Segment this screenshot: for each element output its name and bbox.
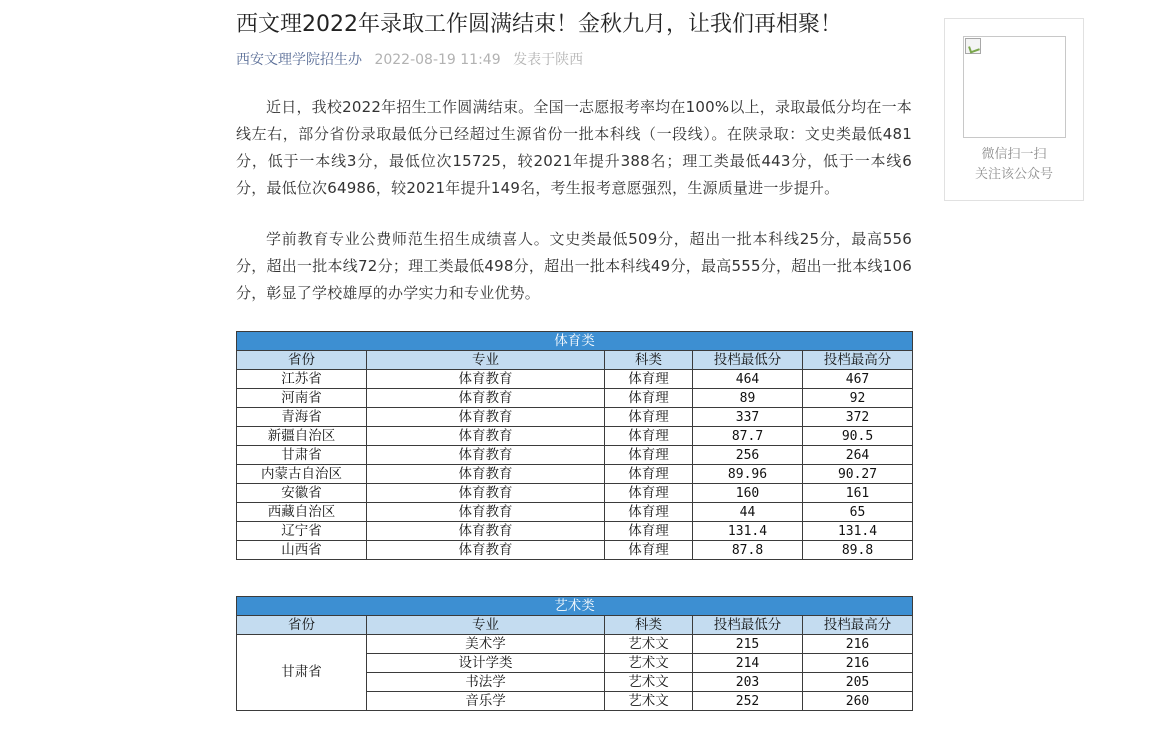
cell-major: 书法学 [367,673,605,692]
cell-category: 艺术文 [605,692,693,711]
cell-min-score: 252 [693,692,803,711]
cell-min-score: 464 [693,370,803,389]
cell-province: 辽宁省 [237,522,367,541]
qr-line-1: 微信扫一扫 [981,147,1047,162]
cell-category: 体育理 [605,484,693,503]
cell-min-score: 87.7 [693,427,803,446]
cell-min-score: 203 [693,673,803,692]
cell-category: 体育理 [605,427,693,446]
cell-major: 体育教育 [367,541,605,560]
cell-max-score: 260 [803,692,913,711]
table-row [237,635,913,654]
paragraph-1: 近日，我校2022年招生工作圆满结束。全国一志愿报考率均在100%以上，录取最低分均在一本线左右，部分省份录取最低分已经超过生源省份一批本科线（一段线）。在陕录取：文史类最低481分，低于一本线3分，最低位次15725，较2021年提升388名；理工类最低443分，低于一本线6分，最低位次64986，较2021年提升149名，考生报考意愿强烈，生源质量进一步提升。 [236,98,912,197]
cell-province: 安徽省 [237,484,367,503]
cell-major: 体育教育 [367,465,605,484]
header-major: 专业 [367,351,605,370]
cell-major: 音乐学 [367,692,605,711]
header-province: 省份 [237,616,367,635]
table-row [237,389,913,408]
article-title: 西文理2022年录取工作圆满结束！金秋九月，让我们再相聚！ [236,12,842,37]
arts-table-header [237,616,913,635]
table-row [237,446,913,465]
cell-province: 内蒙古自治区 [237,465,367,484]
article [236,0,912,711]
qr-caption [945,145,1083,185]
cell-major: 体育教育 [367,370,605,389]
cell-min-score: 214 [693,654,803,673]
publish-date: 2022-08-19 11:49 [374,52,501,68]
cell-category: 体育理 [605,522,693,541]
cell-major: 体育教育 [367,427,605,446]
cell-category: 体育理 [605,389,693,408]
article-meta [236,50,912,70]
header-category: 科类 [605,616,693,635]
cell-major: 美术学 [367,635,605,654]
cell-province: 青海省 [237,408,367,427]
header-min-score: 投档最低分 [693,616,803,635]
cell-max-score: 372 [803,408,913,427]
cell-max-score: 65 [803,503,913,522]
cell-province: 西藏自治区 [237,503,367,522]
cell-category: 体育理 [605,408,693,427]
cell-province: 甘肃省 [237,446,367,465]
publish-location: 发表于陕西 [513,52,584,68]
table-row [237,522,913,541]
qr-line-2: 关注该公众号 [974,167,1053,182]
cell-major: 体育教育 [367,484,605,503]
cell-category: 体育理 [605,370,693,389]
table-row [237,427,913,446]
cell-max-score: 89.8 [803,541,913,560]
header-min-score: 投档最低分 [693,351,803,370]
cell-min-score: 160 [693,484,803,503]
cell-category: 艺术文 [605,654,693,673]
header-max-score: 投档最高分 [803,616,913,635]
cell-category: 艺术文 [605,673,693,692]
cell-max-score: 131.4 [803,522,913,541]
cell-category: 体育理 [605,446,693,465]
header-category: 科类 [605,351,693,370]
table-row [237,503,913,522]
cell-category: 艺术文 [605,635,693,654]
cell-max-score: 92 [803,389,913,408]
cell-category: 体育理 [605,503,693,522]
cell-major: 体育教育 [367,503,605,522]
cell-max-score: 264 [803,446,913,465]
cell-province: 山西省 [237,541,367,560]
cell-max-score: 90.27 [803,465,913,484]
cell-max-score: 216 [803,654,913,673]
table-row [237,484,913,503]
sports-table-header [237,351,913,370]
cell-major: 体育教育 [367,446,605,465]
cell-max-score: 90.5 [803,427,913,446]
header-max-score: 投档最高分 [803,351,913,370]
cell-category: 体育理 [605,465,693,484]
sports-table-caption: 体育类 [237,332,913,351]
cell-max-score: 161 [803,484,913,503]
paragraph-2: 学前教育专业公费师范生招生成绩喜人。文史类最低509分，超出一批本科线25分，最高556分，超出一批本线72分；理工类最低498分，超出一批本科线49分，最高555分，超出一批本线106分，彰显了学校雄厚的办学实力和专业优势。 [236,230,912,302]
cell-province: 甘肃省 [237,635,367,711]
cell-min-score: 215 [693,635,803,654]
cell-province: 新疆自治区 [237,427,367,446]
header-major: 专业 [367,616,605,635]
table-row [237,541,913,560]
cell-min-score: 44 [693,503,803,522]
cell-max-score: 467 [803,370,913,389]
cell-major: 体育教育 [367,522,605,541]
table-row [237,370,913,389]
cell-category: 体育理 [605,541,693,560]
cell-province: 河南省 [237,389,367,408]
cell-min-score: 89.96 [693,465,803,484]
cell-province: 江苏省 [237,370,367,389]
cell-min-score: 131.4 [693,522,803,541]
cell-min-score: 87.8 [693,541,803,560]
qr-code-image [963,36,1066,138]
arts-table-caption: 艺术类 [237,597,913,616]
table-row [237,408,913,427]
cell-major: 体育教育 [367,408,605,427]
cell-max-score: 205 [803,673,913,692]
table-row [237,465,913,484]
qr-panel [944,18,1084,201]
header-province: 省份 [237,351,367,370]
cell-max-score: 216 [803,635,913,654]
broken-image-icon [965,38,981,54]
author-link[interactable]: 西安文理学院招生办 [236,52,362,68]
sports-table [236,331,913,560]
cell-major: 设计学类 [367,654,605,673]
cell-major: 体育教育 [367,389,605,408]
cell-min-score: 256 [693,446,803,465]
cell-min-score: 89 [693,389,803,408]
cell-min-score: 337 [693,408,803,427]
arts-table [236,596,913,711]
